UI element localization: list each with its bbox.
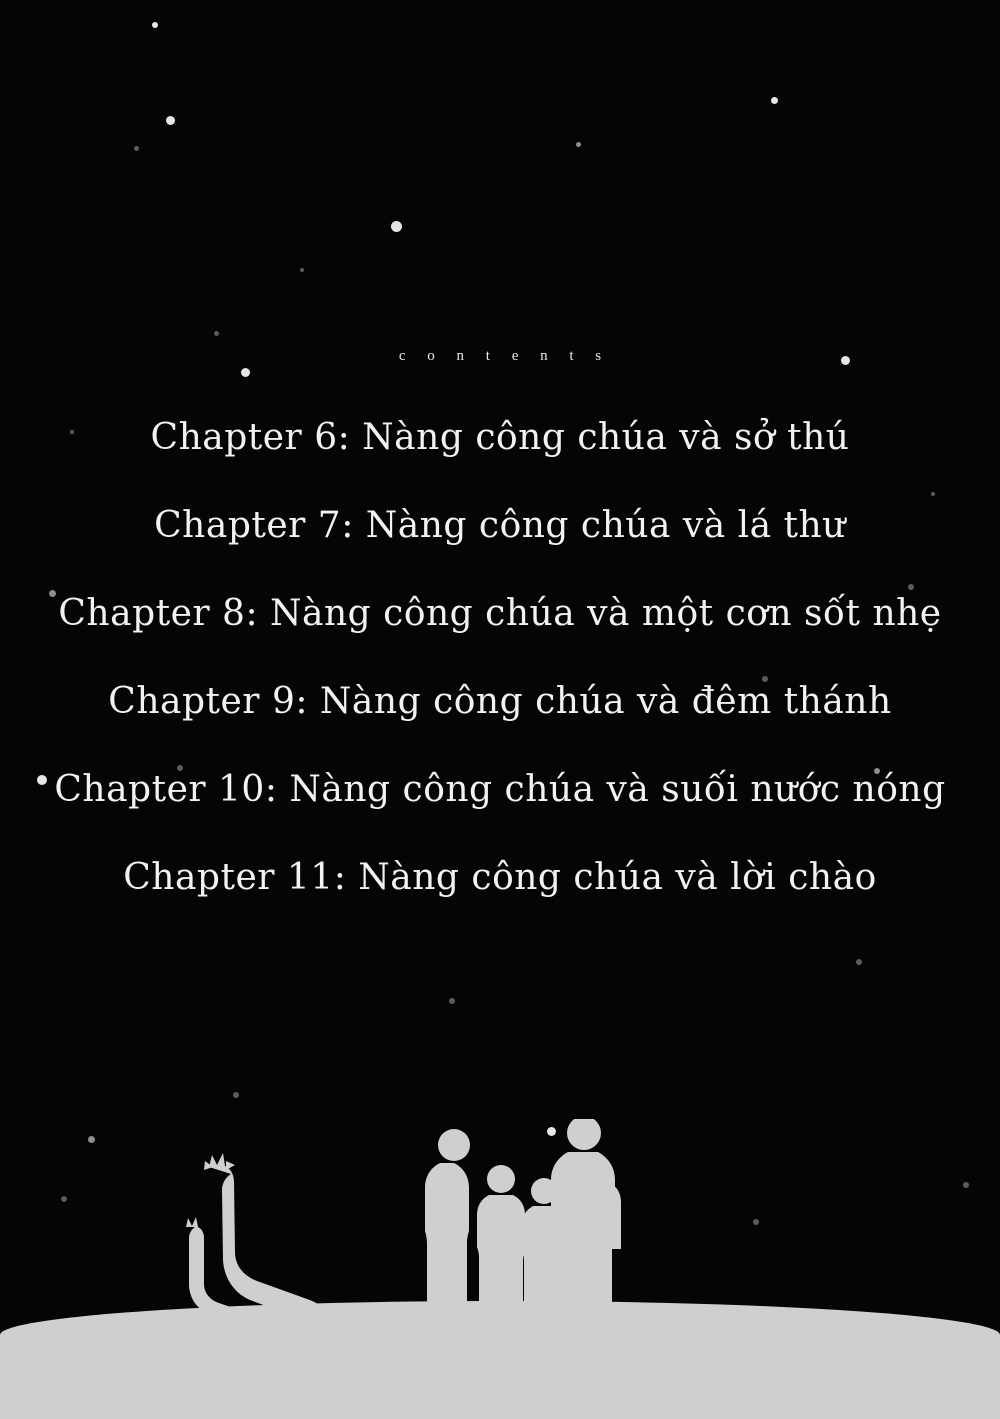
star (449, 998, 455, 1004)
star (152, 22, 158, 28)
toc-entry[interactable]: Chapter 10: Nàng công chúa và suối nước nóng (54, 769, 946, 810)
star (300, 268, 304, 272)
star (233, 1092, 239, 1098)
ground-surface (0, 1301, 1000, 1419)
star (214, 331, 219, 336)
toc-entry[interactable]: Chapter 7: Nàng công chúa và lá thư (154, 505, 846, 546)
toc-entry[interactable]: Chapter 8: Nàng công chúa và một cơn sốt nhẹ (58, 593, 942, 634)
star (134, 146, 139, 151)
star (241, 368, 250, 377)
star (391, 221, 402, 232)
star (576, 142, 581, 147)
star (856, 959, 862, 965)
star (771, 97, 778, 104)
toc-entry[interactable]: Chapter 6: Nàng công chúa và sở thú (150, 417, 850, 458)
table-of-contents (0, 417, 1000, 948)
toc-entry[interactable]: Chapter 9: Nàng công chúa và đêm thánh (108, 681, 892, 722)
contents-heading: c o n t e n t s (398, 348, 611, 364)
toc-entry[interactable]: Chapter 11: Nàng công chúa và lời chào (123, 857, 877, 898)
star (166, 116, 175, 125)
